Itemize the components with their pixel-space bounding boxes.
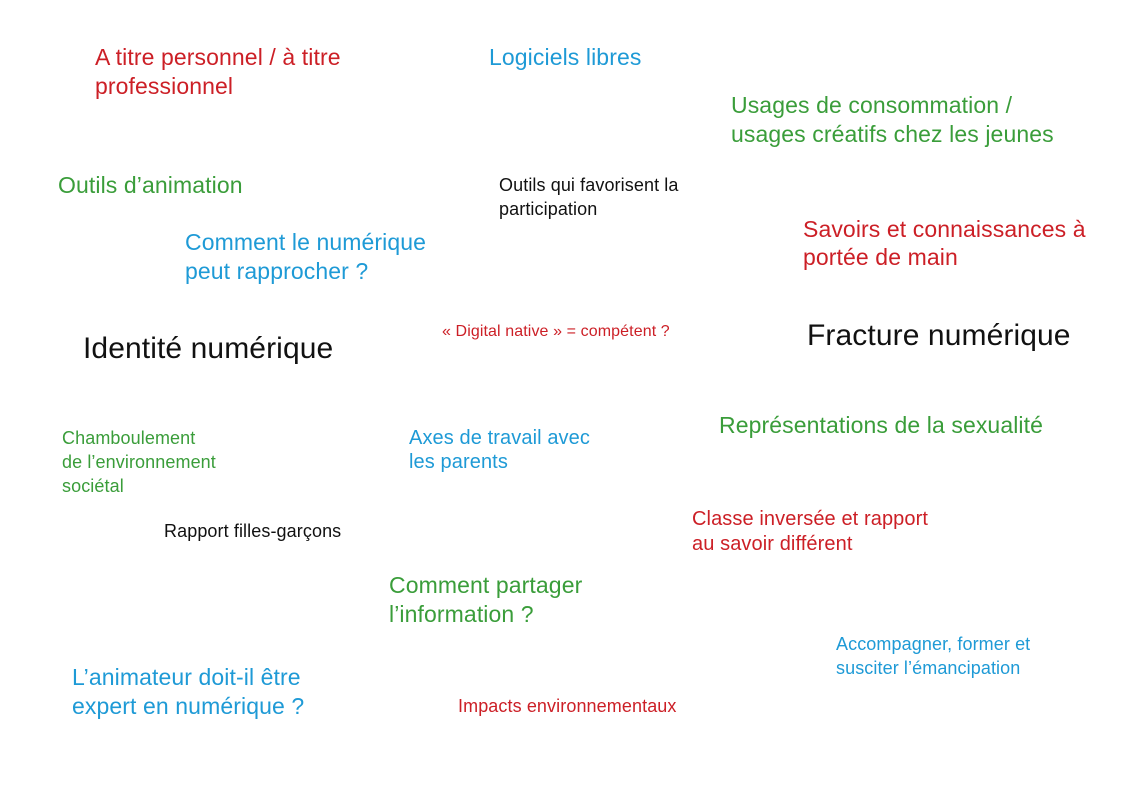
term-logiciels-libres bbox=[489, 43, 641, 72]
term-line: participation bbox=[499, 199, 598, 219]
term-savoirs-connaissances bbox=[803, 215, 1086, 271]
term-line: Rapport filles-garçons bbox=[164, 521, 342, 541]
term-line: Classe inversée et rapport bbox=[692, 508, 929, 530]
term-line: A titre personnel / à titre bbox=[95, 44, 341, 70]
term-line: Usages de consommation / bbox=[731, 92, 1013, 118]
term-classe-inversee bbox=[692, 507, 928, 557]
term-line: Comment le numérique bbox=[185, 229, 427, 255]
term-line: Identité numérique bbox=[83, 332, 334, 365]
term-line: sociétal bbox=[62, 476, 124, 496]
term-line: Axes de travail avec bbox=[409, 427, 590, 449]
term-outils-participation bbox=[499, 173, 678, 221]
term-line: Impacts environnementaux bbox=[458, 696, 677, 716]
term-chamboulement bbox=[62, 426, 216, 498]
term-numerique-rapprocher bbox=[185, 228, 426, 286]
term-rapport-filles-garcons bbox=[164, 519, 341, 543]
term-line: susciter l’émancipation bbox=[836, 658, 1021, 678]
term-line: portée de main bbox=[803, 244, 958, 270]
term-line: Chamboulement bbox=[62, 428, 196, 448]
term-accompagner bbox=[836, 632, 1030, 680]
term-line: Accompagner, former et bbox=[836, 634, 1031, 654]
term-line: professionnel bbox=[95, 73, 234, 99]
term-line: l’information ? bbox=[389, 601, 534, 627]
term-line: Comment partager bbox=[389, 572, 583, 598]
term-identite-numerique bbox=[83, 332, 333, 366]
term-line: « Digital native » = compétent ? bbox=[442, 323, 670, 340]
term-line: Outils qui favorisent la bbox=[499, 175, 679, 195]
term-titre-personnel bbox=[95, 43, 341, 101]
term-line: L’animateur doit-il être bbox=[72, 664, 301, 690]
term-axes-parents bbox=[409, 426, 590, 474]
term-digital-native bbox=[442, 321, 670, 343]
term-line: usages créatifs chez les jeunes bbox=[731, 121, 1054, 147]
term-line: Fracture numérique bbox=[807, 319, 1071, 352]
term-fracture-numerique bbox=[807, 319, 1071, 353]
term-impacts-environnementaux bbox=[458, 694, 677, 718]
term-line: peut rapprocher ? bbox=[185, 258, 369, 284]
term-line: les parents bbox=[409, 451, 508, 473]
term-line: Logiciels libres bbox=[489, 44, 642, 70]
term-partager-information bbox=[389, 571, 582, 629]
term-line: de l’environnement bbox=[62, 452, 216, 472]
term-line: Outils d’animation bbox=[58, 172, 243, 198]
term-line: expert en numérique ? bbox=[72, 693, 305, 719]
term-line: Savoirs et connaissances à bbox=[803, 216, 1086, 242]
term-animateur-expert bbox=[72, 663, 304, 721]
term-representations-sexualite bbox=[719, 411, 1043, 440]
term-line: au savoir différent bbox=[692, 533, 853, 555]
term-outils-animation bbox=[58, 171, 243, 200]
term-usages-consommation bbox=[731, 91, 1054, 149]
term-line: Représentations de la sexualité bbox=[719, 412, 1044, 438]
